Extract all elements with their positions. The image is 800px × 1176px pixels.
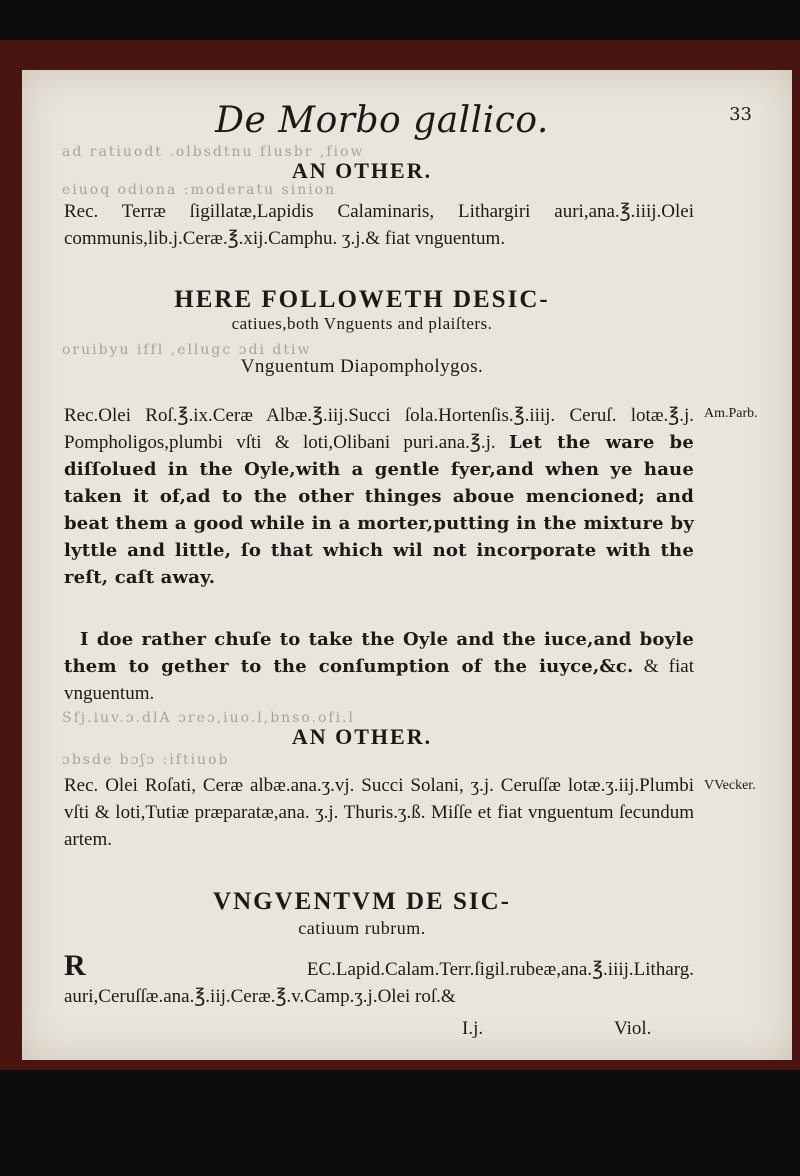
recipe-latin-text: Rec.Olei Roſ.℥.ix.Ceræ Albæ.℥.iij.Succi ſola.Hortenſis.℥.iiij. Ceruſ. lotæ.℥.j. Pompholigos,plumbi vſti & loti,Olibani puri.ana.℥.j. [64, 405, 694, 453]
recipe-initial-r: R [64, 949, 86, 982]
heading-unguentum-desiccativum: VNGVENTVM DE SIC- [213, 888, 511, 915]
recipe-commentary [64, 626, 694, 707]
recipe-olei-rosati: Rec. Olei Roſati, Ceræ albæ.ana.ʒ.vj. Succi Solani, ʒ.j. Ceruſſæ lotæ.ʒ.iij.Plumbi vſti & loti,Tutiæ præparatæ,ana. ʒ.j. Thuris.ʒ.ß. Miſſe et fiat vnguentum ſecundum artem. [64, 775, 694, 850]
heading-an-other: AN OTHER. [291, 158, 433, 183]
heading-desiccatives: HERE FOLLOWETH DESIC- [174, 286, 550, 313]
heading-diapompholygos: Vnguentum Diapompholygos. [240, 356, 484, 377]
show-through-text: eiuoq odiona :moderatu sinion [62, 182, 337, 198]
subheading-desiccatives: catiues,both Vnguents and plaiſters. [231, 314, 493, 333]
recipe-diapompholygos [64, 402, 694, 591]
recipe-lapid-text: EC.Lapid.Calam.Terr.ſigil.rubeæ,ana.℥.iiij.Litharg. auri,Ceruſſæ.ana.℥.iij.Ceræ.℥.v.Camp.ʒ.j.Olei roſ.& [64, 959, 694, 1007]
show-through-text: ɔbsde bɔʃɔ :iftiuob [62, 752, 230, 768]
recipe-terrae-sigillatae: Rec. Terræ ſigillatæ,Lapidis Calaminaris, Lithargiri auri,ana.℥.iiij.Olei communis,lib.j.Ceræ.℥.xij.Camphu. ʒ.j.& fiat vnguentum. [64, 201, 694, 249]
show-through-text: oruibyu iffl ,ellugc ɔdi dtiw [62, 342, 312, 358]
running-head: De Morbo gallico. [215, 100, 549, 141]
recipe-lapid-calam [64, 949, 694, 1010]
heading-an-other-2: AN OTHER. [291, 724, 433, 749]
show-through-text: ad ratiuodt .olbsdtnu flusbr ,fiow [62, 144, 365, 160]
signature-mark: I.j. [462, 1018, 484, 1039]
book-page [22, 70, 792, 1060]
commentary-blackletter: I doe rather chuſe to take the Oyle and the iuce,and boyle them to gether to the conſumption of the iuyce,&c. [64, 629, 694, 677]
recipe-blackletter-instructions: Let the ware be diſſolued in the Oyle,with a gentle fyer,and when ye haue taken it of,ad to the other thinges aboue mencioned; and beat them a good while in a morter,putting in the mixture by lyttle and little, ſo that which wil not incorporate with the reſt, caſt away. [64, 432, 694, 588]
page-number: 33 [729, 104, 752, 125]
margin-note-am-parb: Am.Parb. [704, 406, 758, 421]
commentary-end: & fiat vnguentum. [64, 656, 694, 704]
margin-note-wecker: VVecker. [704, 778, 756, 793]
subheading-rubrum: catiuum rubrum. [298, 918, 426, 938]
show-through-text: Sfj.iuv.ɔ.dlA ɔreɔ,iuo.l,bnso.ofi.l [62, 710, 356, 726]
catchword: Viol. [614, 1018, 652, 1039]
